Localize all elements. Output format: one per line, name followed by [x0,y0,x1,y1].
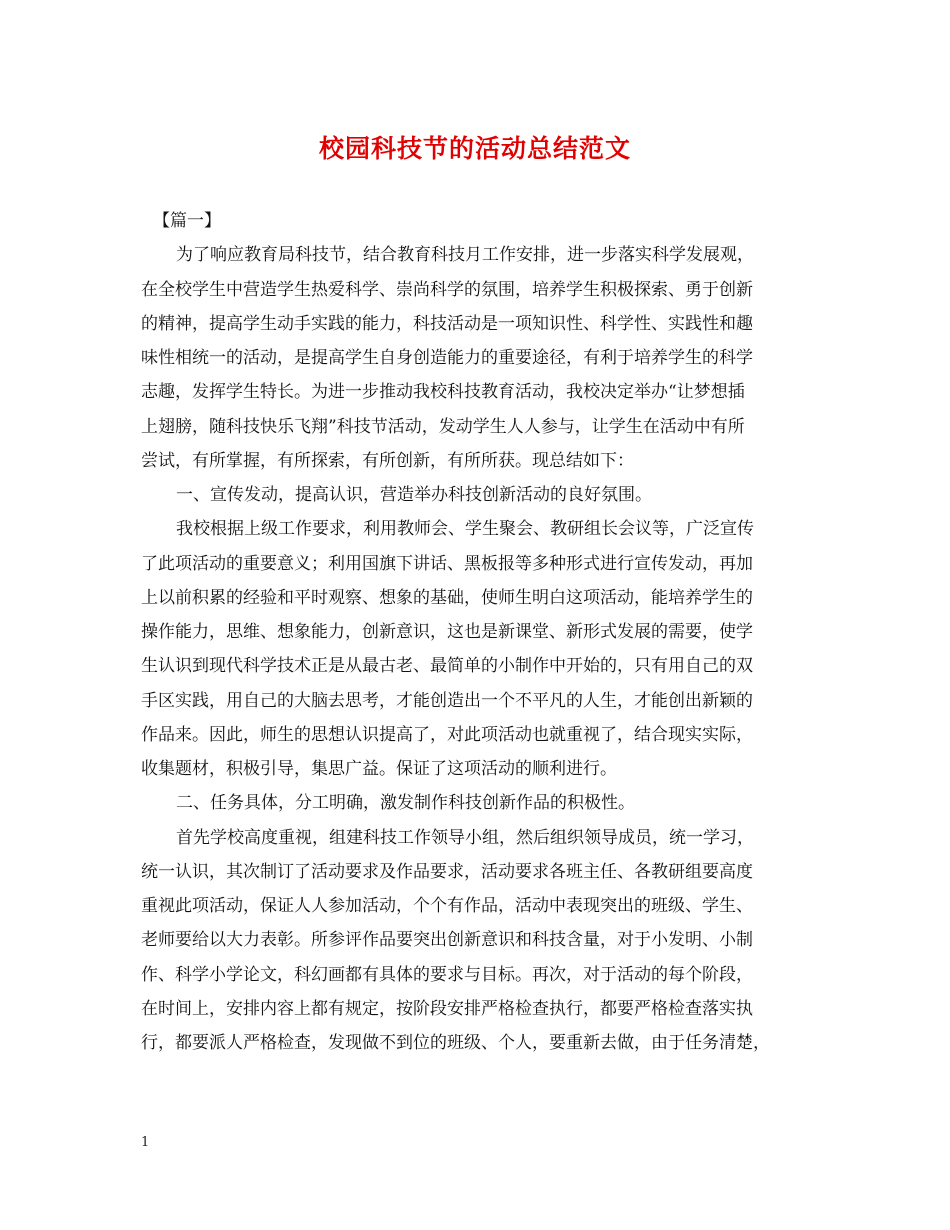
document-title: 校园科技节的活动总结范文 [318,134,631,163]
paragraph-line: 志趣，发挥学生特长。为进一步推动我校科技教育活动，我校决定举办“让梦想插 [141,382,745,403]
paragraph-line: 统一认识，其次制订了活动要求及作品要求，活动要求各班主任、各教研组要高度 [141,861,753,882]
page-number: 1 [141,1135,150,1150]
paragraph-line: 味性相统一的活动，是提高学生自身创造能力的重要途径，有利于培养学生的科学 [141,348,753,368]
paragraph-line: 作品来。因此，师生的思想认识提高了，对此项活动也就重视了，结合现实实际， [141,724,753,745]
section-heading-1: 一、宣传发动，提高认识，营造举办科技创新活动的良好氛围。 [176,485,652,505]
paragraph-line: 上以前积累的经验和平时观察、想象的基础，使师生明白这项活动，能培养学生的 [141,587,753,608]
paragraph-line: 收集题材，积极引导，集思广益。保证了这项活动的顺利进行。 [141,759,617,779]
paragraph-line: 尝试，有所掌握，有所探索，有所创新，有所所获。现总结如下： [141,450,634,471]
paragraph-line: 重视此项活动，保证人人参加活动，个个有作品，活动中表现突出的班级、学生、 [141,896,753,916]
paragraph-line: 操作能力，思维、想象能力，创新意识，这也是新课堂、新形式发展的需要，使学 [141,622,753,642]
paragraph-line: 了此项活动的重要意义；利用国旗下讲话、黑板报等多种形式进行宣传发动，再加 [141,553,753,574]
paragraph-line: 的精神，提高学生动手实践的能力，科技活动是一项知识性、科学性、实践性和趣 [141,313,753,334]
paragraph-line: 在全校学生中营造学生热爱科学、崇尚科学的氛围，培养学生积极探索、勇于创新 [141,279,753,300]
document-body [141,204,821,1060]
paragraph-line: 在时间上，安排内容上都有规定，按阶段安排严格检查执行，都要严格检查落实执 [141,998,753,1019]
paragraph-line: 手区实践，用自己的大脑去思考，才能创造出一个不平凡的人生，才能创出新颖的 [141,690,753,711]
section-heading-part-one: 【篇一】 [153,211,221,231]
section-heading-2: 二、任务具体，分工明确，激发制作科技创新作品的积极性。 [176,793,635,814]
paragraph-line: 首先学校高度重视，组建科技工作领导小组，然后组织领导成员，统一学习， [176,827,754,848]
paragraph-line: 上翅膀，随科技快乐飞翔”科技节活动，发动学生人人参与，让学生在活动中有所 [141,416,745,437]
paragraph-line: 生认识到现代科学技术正是从最古老、最简单的小制作中开始的，只有用自己的双 [141,656,753,677]
paragraph-line: 老师要给以大力表彰。所参评作品要突出创新意识和科技含量，对于小发明、小制 [141,930,753,951]
paragraph-line: 我校根据上级工作要求，利用教师会、学生聚会、教研组长会议等，广泛宣传 [176,519,754,540]
paragraph-line: 行，都要派人严格检查，发现做不到位的班级、个人，要重新去做，由于任务清楚， [141,1033,770,1053]
paragraph-line: 作、科学小学论文，科幻画都有具体的要求与目标。再次，对于活动的每个阶段， [141,964,753,985]
paragraph-line: 为了响应教育局科技节，结合教育科技月工作安排，进一步落实科学发展观， [176,245,754,266]
